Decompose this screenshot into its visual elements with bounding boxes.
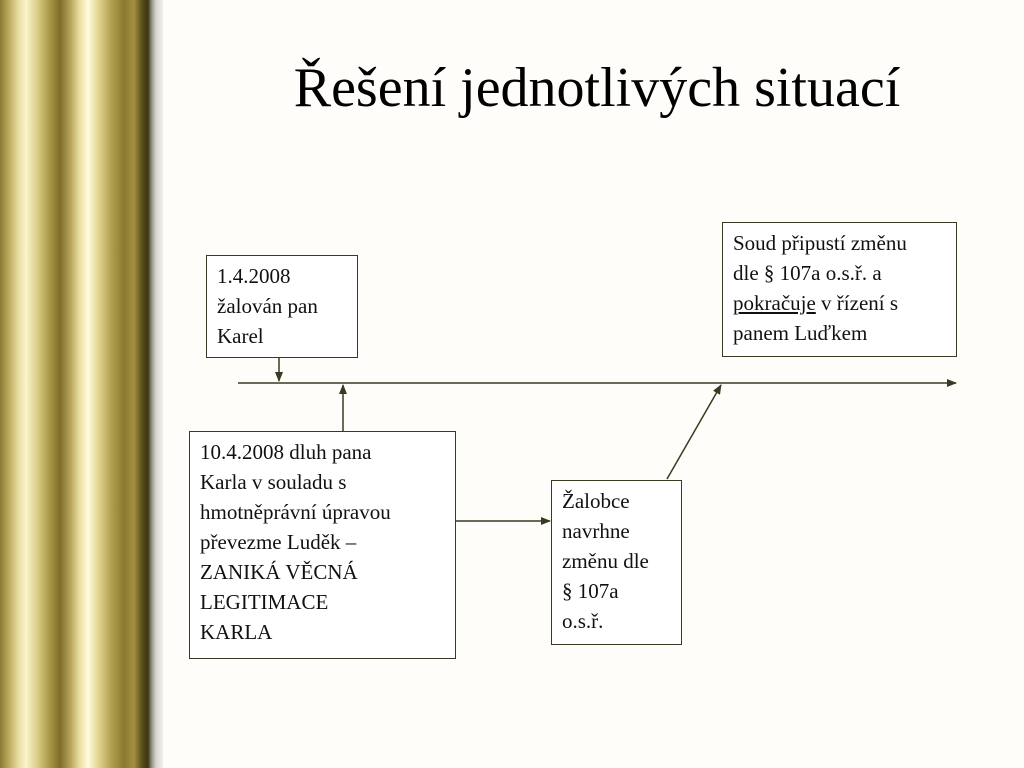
box-4-line-3-rest: v řízení s: [815, 291, 899, 315]
box-1-line-2: žalován pan: [217, 294, 318, 318]
box-court-decision: [722, 222, 957, 357]
box-3-line-4: § 107a: [562, 579, 619, 603]
box-2-line-2: Karla v souladu s: [200, 470, 347, 494]
box-2-line-4: převezme Luděk –: [200, 530, 357, 554]
slide-title: Řešení jednotlivých situací: [293, 57, 901, 119]
box-4-line-2: dle § 107a o.s.ř. a: [733, 261, 882, 285]
box-2-line-1: 10.4.2008 dluh pana: [200, 440, 372, 464]
box-2-line-5: ZANIKÁ VĚCNÁ: [200, 560, 358, 584]
box-4-line-4: panem Luďkem: [733, 321, 868, 345]
box-3-line-2: navrhne: [562, 519, 630, 543]
box-2-line-7: KARLA: [200, 620, 273, 644]
box-3-line-5: o.s.ř.: [562, 609, 604, 633]
box-2-line-6: LEGITIMACE: [200, 590, 329, 614]
box-karel-sued: [206, 255, 358, 358]
box-debt-transfer: [189, 431, 456, 659]
box-4-line-1: Soud připustí změnu: [733, 231, 907, 255]
box-1-line-3: Karel: [217, 324, 264, 348]
box-1-line-1: 1.4.2008: [217, 264, 291, 288]
box-4-line-3: [733, 288, 946, 318]
box-plaintiff-proposal: [551, 480, 682, 645]
box-3-line-1: Žalobce: [562, 489, 630, 513]
arrow-box3-to-timeline: [667, 385, 721, 479]
box-3-line-3: změnu dle: [562, 549, 649, 573]
box-2-line-3: hmotněprávní úpravou: [200, 500, 391, 524]
box-4-underlined-word: pokračuje: [733, 291, 816, 315]
